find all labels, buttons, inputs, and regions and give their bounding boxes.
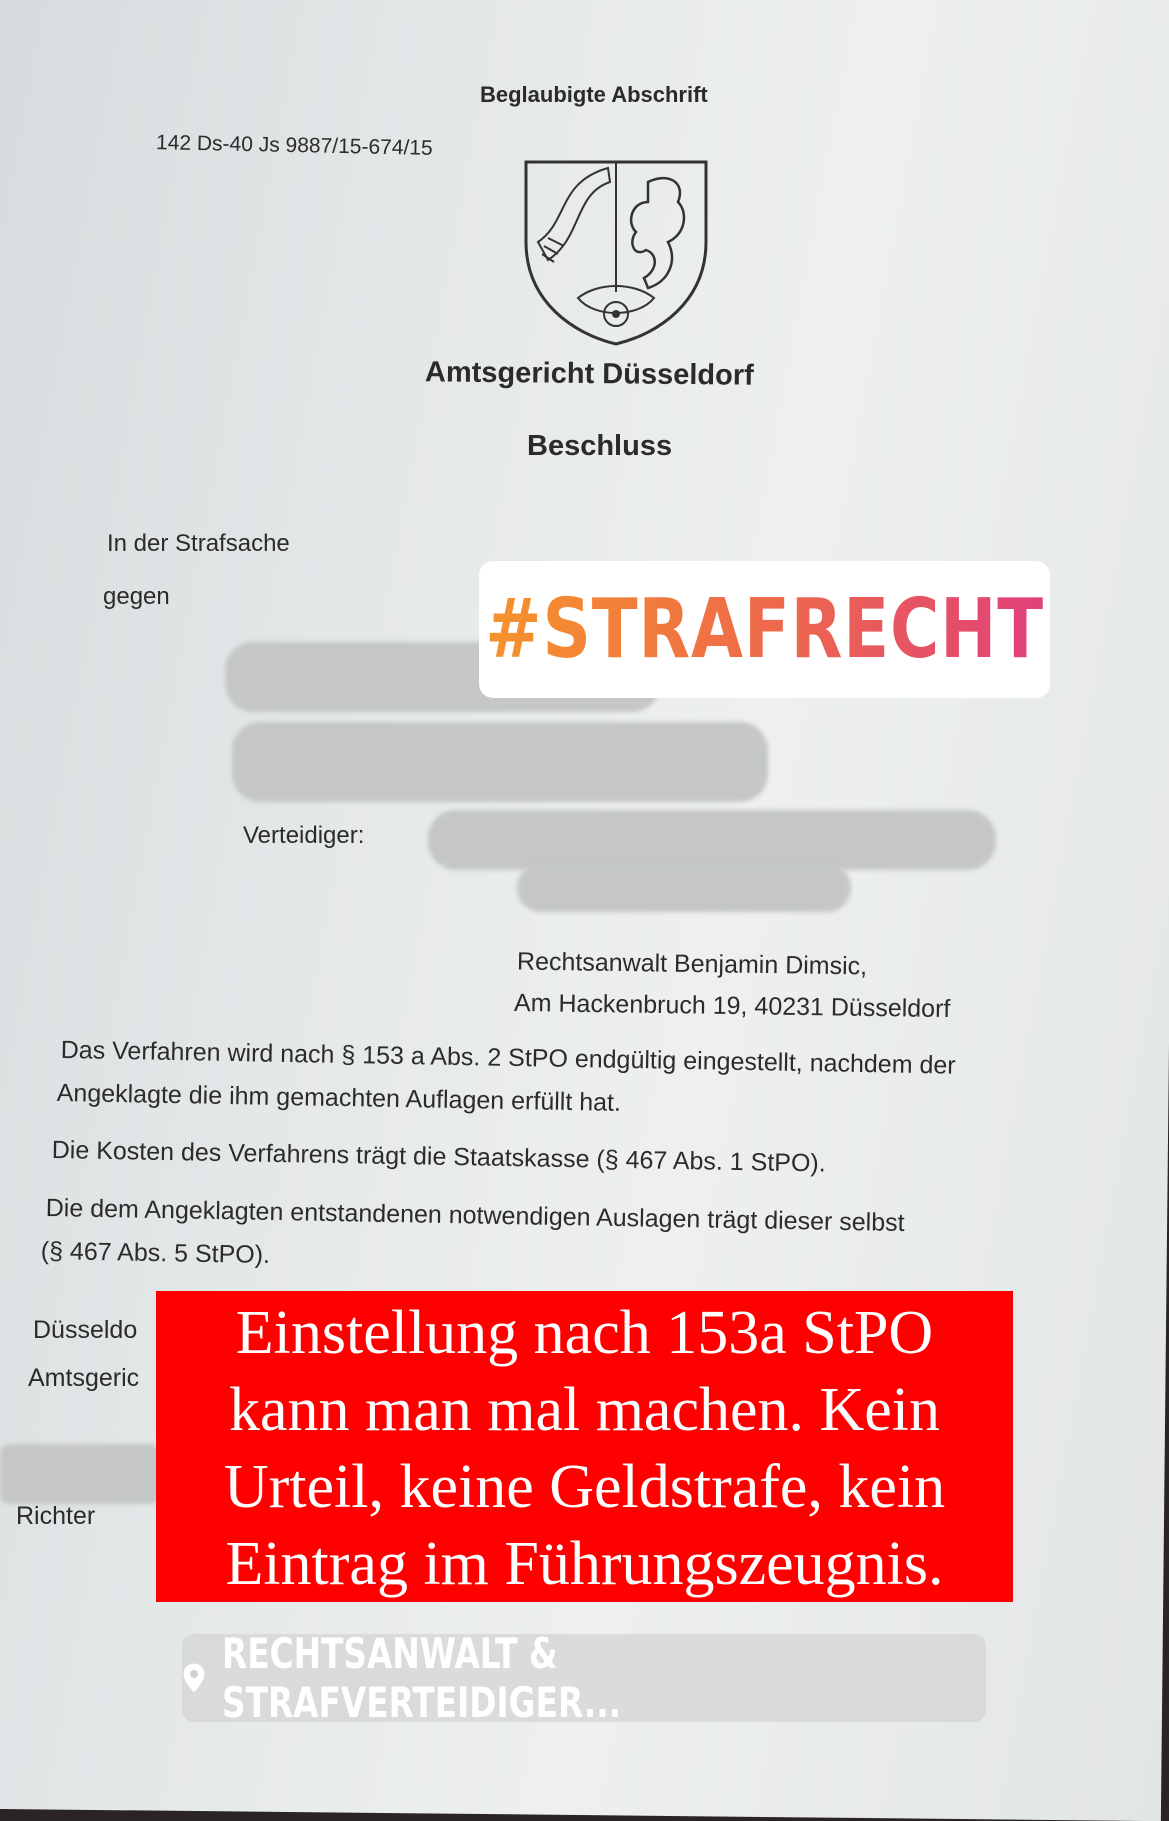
lawyer-address: Am Hackenbruch 19, 40231 Düsseldorf xyxy=(513,988,951,1024)
redacted-address-block xyxy=(232,722,768,802)
court-partial: Amtsgeric xyxy=(28,1364,140,1392)
case-line: In der Strafsache xyxy=(107,530,290,557)
hashtag-sticker[interactable] xyxy=(479,561,1050,698)
against-label: gegen xyxy=(103,583,170,610)
file-number: 142 Ds-40 Js 9887/15-674/15 xyxy=(155,131,433,160)
court-name: Amtsgericht Düsseldorf xyxy=(424,356,754,392)
location-sticker[interactable] xyxy=(182,1629,986,1727)
lawyer-name: Rechtsanwalt Benjamin Dimsic, xyxy=(516,947,868,981)
document-header: Beglaubigte Abschrift xyxy=(480,82,708,107)
paragraph-1-line-1: Das Verfahren wird nach § 153 a Abs. 2 StPO endgültig eingestellt, nachdem der xyxy=(60,1036,956,1080)
paragraph-2: Die Kosten des Verfahrens trägt die Staatskasse (§ 467 Abs. 1 StPO). xyxy=(51,1136,826,1178)
caption-line: kann man mal machen. Kein xyxy=(228,1376,941,1444)
hashtag-text: #STRAFRECHT xyxy=(485,582,1044,677)
redacted-defender-block xyxy=(428,810,996,870)
decision-title: Beschluss xyxy=(527,430,673,462)
location-text: RECHTSANWALT & STRAFVERTEIDIGER... xyxy=(221,1629,622,1727)
coat-of-arms-nrw-icon xyxy=(518,142,714,346)
place-partial: Düsseldo xyxy=(33,1316,138,1344)
caption-line: Einstellung nach 153a StPO xyxy=(235,1299,934,1367)
defender-label: Verteidiger: xyxy=(243,822,365,849)
map-pin-icon xyxy=(182,1658,206,1698)
judge-partial: Richter xyxy=(16,1502,96,1530)
paragraph-3-line-2: (§ 467 Abs. 5 StPO). xyxy=(40,1237,271,1269)
redacted-defender-block-2 xyxy=(517,864,851,912)
caption-line: Urteil, keine Geldstrafe, kein xyxy=(223,1453,946,1521)
caption-line: Eintrag im Führungszeugnis. xyxy=(225,1530,944,1598)
paragraph-3-line-1: Die dem Angeklagten entstandenen notwendigen Auslagen trägt dieser selbst xyxy=(45,1194,905,1237)
paragraph-1-line-2: Angeklagte die ihm gemachten Auflagen erfüllt hat. xyxy=(56,1079,622,1117)
redacted-signature-block xyxy=(0,1444,160,1504)
caption-overlay xyxy=(156,1291,1013,1602)
